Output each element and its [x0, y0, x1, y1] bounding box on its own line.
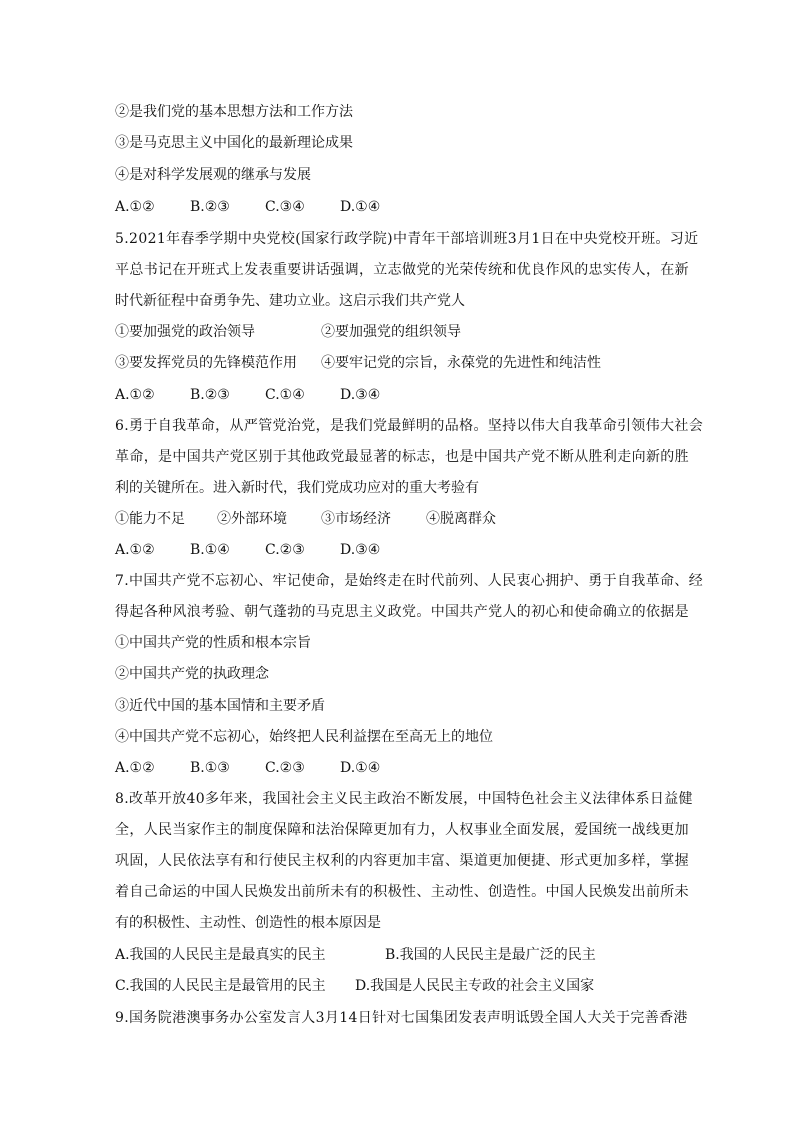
q6-options — [115, 540, 380, 560]
q8-option-b[interactable]: B.我国的人民民主是最广泛的民主 — [385, 947, 596, 963]
q9-stem-line-1: 9.国务院港澳事务办公室发言人3月14日针对七国集团发表声明诋毁全国人大关于完善香港 — [115, 1010, 688, 1026]
q6-stem-line-1: 6.勇于自我革命，从严管党治党，是我们党最鲜明的品格。坚持以伟大自我革命引领伟大社会 — [115, 418, 704, 434]
q6-item-3: ③市场经济 — [321, 511, 391, 527]
q6-option-d[interactable]: D.③④ — [340, 542, 381, 558]
q6-stem-line-2: 革命，是中国共产党区别于其他政党最显著的标志，也是中国共产党不断从胜利走向新的胜 — [115, 449, 689, 465]
q6-option-c[interactable]: C.②③ — [265, 542, 305, 558]
q5-items-row-2 — [115, 353, 601, 373]
q6-option-b[interactable]: B.①④ — [190, 542, 230, 558]
q5-stem-line-2: 平总书记在开班式上发表重要讲话强调，立志做党的光荣传统和优良作风的忠实传人，在新 — [115, 262, 689, 278]
q5-option-d[interactable]: D.③④ — [340, 387, 381, 403]
q8-option-d[interactable]: D.我国是人民民主专政的社会主义国家 — [355, 978, 595, 994]
q5-stem-line-1: 5.2021年春季学期中央党校(国家行政学院)中青年干部培训班3月1日在中央党校开班。习近 — [115, 231, 699, 247]
q6-items — [115, 509, 496, 529]
q6-item-4: ④脱离群众 — [426, 511, 496, 527]
q5-option-c[interactable]: C.①④ — [265, 387, 305, 403]
q7-item-4: ④中国共产党不忘初心，始终把人民利益摆在至高无上的地位 — [115, 729, 493, 745]
q7-stem-line-1: 7.中国共产党不忘初心、牢记使命，是始终走在时代前列、人民衷心拥护、勇于自我革命、经 — [115, 573, 704, 589]
q8-stem-line-4: 着自己命运的中国人民焕发出前所未有的积极性、主动性、创造性。中国人民焕发出前所未 — [115, 884, 689, 900]
q4-option-b[interactable]: B.②③ — [190, 199, 230, 215]
q5-option-b[interactable]: B.②③ — [190, 387, 230, 403]
q4-option-c[interactable]: C.③④ — [265, 199, 305, 215]
q5-options — [115, 385, 380, 405]
q5-stem-line-3: 时代新征程中奋勇争先、建功立业。这启示我们共产党人 — [115, 293, 465, 309]
q8-option-c[interactable]: C.我国的人民民主是最管用的民主 — [115, 978, 326, 994]
q4-option-a[interactable]: A.①② — [115, 199, 155, 215]
q7-stem-line-2: 得起各种风浪考验、朝气蓬勃的马克思主义政党。中国共产党人的初心和使命确立的依据是 — [115, 604, 689, 620]
q4-option-d[interactable]: D.①④ — [340, 199, 381, 215]
q7-option-b[interactable]: B.①③ — [190, 760, 230, 776]
q7-item-3: ③近代中国的基本国情和主要矛盾 — [115, 698, 325, 714]
q8-stem-line-2: 全，人民当家作主的制度保障和法治保障更加有力，人权事业全面发展，爱国统一战线更加 — [115, 822, 689, 838]
q5-item-4: ④要牢记党的宗旨，永葆党的先进性和纯洁性 — [321, 355, 601, 371]
q4-options — [115, 197, 380, 217]
q4-item-4: ④是对科学发展观的继承与发展 — [115, 167, 311, 183]
q4-item-3: ③是马克思主义中国化的最新理论成果 — [115, 135, 353, 151]
q4-item-2: ②是我们党的基本思想方法和工作方法 — [115, 104, 353, 120]
q6-option-a[interactable]: A.①② — [115, 542, 155, 558]
q6-item-2: ②外部环境 — [217, 511, 287, 527]
q5-option-a[interactable]: A.①② — [115, 387, 155, 403]
q7-option-a[interactable]: A.①② — [115, 760, 155, 776]
q5-item-1: ①要加强党的政治领导 — [115, 324, 255, 340]
q8-stem-line-5: 有的积极性、主动性、创造性的根本原因是 — [115, 915, 381, 931]
q8-stem-line-3: 巩固，人民依法享有和行使民主权利的内容更加丰富、渠道更加便捷、形式更加多样，掌握 — [115, 853, 689, 869]
q6-item-1: ①能力不足 — [115, 511, 185, 527]
q8-option-a[interactable]: A.我国的人民民主是最真实的民主 — [115, 947, 326, 963]
q8-options-row-2 — [115, 976, 594, 996]
q5-item-2: ②要加强党的组织领导 — [321, 324, 461, 340]
q7-option-c[interactable]: C.②③ — [265, 760, 305, 776]
q6-stem-line-3: 利的关键所在。进入新时代，我们党成功应对的重大考验有 — [115, 480, 479, 496]
q7-item-2: ②中国共产党的执政理念 — [115, 666, 269, 682]
q7-option-d[interactable]: D.①④ — [340, 760, 381, 776]
q8-options-row-1 — [115, 945, 596, 965]
q8-stem-line-1: 8.改革开放40多年来，我国社会主义民主政治不断发展，中国特色社会主义法律体系日益健 — [115, 791, 693, 807]
q5-item-3: ③要发挥党员的先锋模范作用 — [115, 355, 297, 371]
q5-items-row-1 — [115, 322, 461, 342]
q7-options — [115, 758, 380, 778]
q7-item-1: ①中国共产党的性质和根本宗旨 — [115, 635, 311, 651]
